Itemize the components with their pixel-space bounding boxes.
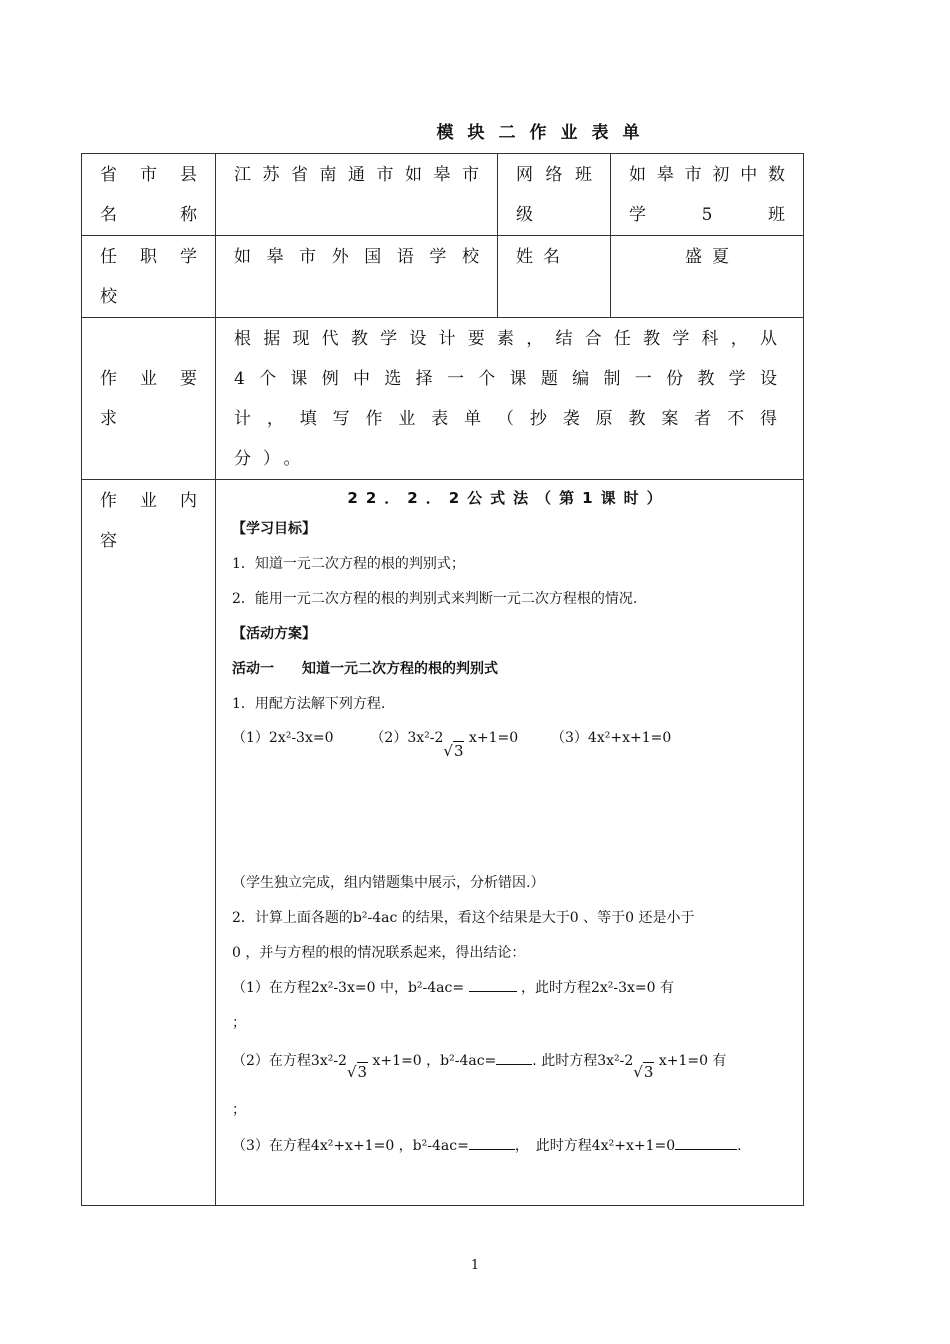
answer-text: （1）在方程2x²-3x=0 中，b²-4ac= — [232, 980, 465, 996]
sqrt-symbol: √3 — [346, 1063, 368, 1081]
answer-row-1 — [232, 971, 795, 1006]
answer-text: . — [737, 1138, 742, 1154]
homework-form-table — [81, 153, 804, 1206]
answer-blank[interactable] — [469, 977, 517, 992]
requirement-text: 根据现代教学设计要素，结合任教学科，从4个课例中选择一个课题编制一份教学设计，填写作业表单（抄袭原教案者不得分）。 — [234, 329, 789, 469]
answer-row-2 — [232, 1041, 795, 1091]
goals-heading: 【学习目标】 — [232, 521, 316, 537]
homework-content — [216, 480, 803, 1164]
semicolon: ； — [232, 1102, 246, 1118]
sqrt-symbol: √3 — [443, 742, 464, 760]
work-space — [232, 766, 795, 866]
requirement-label: 作业要求 — [100, 369, 207, 429]
answer-text: （3）在方程4x²+x+1=0 ，b²-4ac= — [232, 1138, 469, 1154]
page-number: 1 — [470, 1258, 480, 1273]
class-value: 如皋市初中数学5班 — [629, 165, 795, 225]
equation: （3）4x²+x+1=0 — [551, 730, 672, 746]
answer-text: x+1=0 ，b²-4ac= — [372, 1053, 497, 1069]
equation: （2）3x²-2 — [370, 730, 444, 746]
region-value: 江苏省南通市如皋市 — [234, 165, 489, 185]
school-label: 任职学校 — [100, 247, 207, 307]
task-item: 1．用配方法解下列方程. — [232, 696, 386, 712]
semicolon: ； — [232, 1015, 246, 1031]
equation: （1）2x²-3x=0 — [232, 730, 334, 746]
table-row — [82, 318, 804, 480]
answer-blank[interactable] — [675, 1135, 737, 1150]
answer-blank[interactable] — [496, 1050, 532, 1065]
goal-item: 1．知道一元二次方程的根的判别式； — [232, 556, 465, 572]
note-text: （学生独立完成，组内错题集中展示，分析错因.） — [232, 875, 545, 891]
region-label: 省市县名称 — [100, 165, 207, 225]
goal-item: 2．能用一元二次方程的根的判别式来判断一元二次方程根的情况. — [232, 591, 638, 607]
answer-text: x+1=0 有 — [658, 1053, 727, 1069]
page-title: 模块二作业表单 — [436, 123, 654, 143]
task-item: 0 ，并与方程的根的情况联系起来，得出结论： — [232, 945, 526, 961]
equation-row — [232, 722, 795, 766]
activity-heading: 【活动方案】 — [232, 626, 316, 642]
lesson-title: 22．2．2公式法（第1课时） — [347, 489, 670, 507]
answer-row-3 — [232, 1129, 795, 1164]
answer-text: （2）在方程3x²-2 — [232, 1053, 347, 1069]
task-item: 2．计算上面各题的b²-4ac 的结果，看这个结果是大于0 、等于0 还是小于 — [232, 910, 695, 926]
sqrt-symbol: √3 — [633, 1063, 654, 1081]
activity-title: 活动一 知道一元二次方程的根的判别式 — [232, 661, 498, 677]
equation: x+1=0 — [468, 730, 519, 746]
name-value: 盛夏 — [685, 247, 739, 267]
answer-blank[interactable] — [469, 1135, 515, 1150]
content-label: 作业内容 — [100, 491, 207, 551]
answer-text: ， 此时方程4x²+x+1=0 — [514, 1138, 676, 1154]
name-label: 姓名 — [516, 247, 570, 267]
answer-text: . 此时方程3x²-2 — [532, 1053, 634, 1069]
class-label: 网络班级 — [516, 165, 602, 225]
table-row — [82, 480, 804, 1206]
answer-text: ，此时方程2x²-3x=0 有 — [520, 980, 675, 996]
table-row — [82, 236, 804, 318]
table-row — [82, 154, 804, 236]
school-value: 如皋市外国语学校 — [234, 247, 489, 267]
